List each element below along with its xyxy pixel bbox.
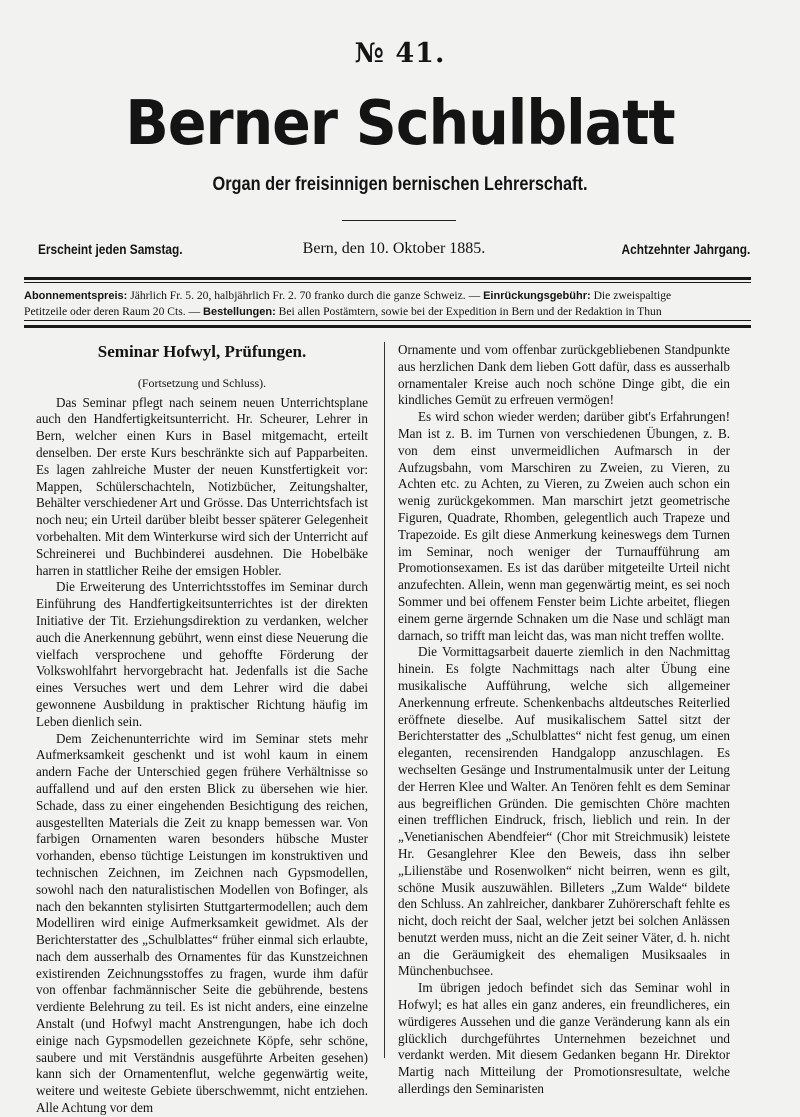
article-title: Seminar Hofwyl, Prüfungen. bbox=[97, 342, 307, 361]
article-paragraph: Die Erweiterung des Unterrichtsstoffes im Seminar durch Einführung des Handfertigkeitsunterrichtes ist der direkten Initiative der Tit. Erziehungsdirektion zu verdanken, welcher auch die Anerkennung gebührt, wenn einst diese Neuerung die vielfach versprochene und gehoffte Förderung der Volkswohlfahrt hervorgebracht hat. Jedenfalls ist die Sache eines Versuches wert und dem Lehrer wird die dabei gewonnene Ausbildung in praktischer Richtung häufig im Leben dienlich sein. bbox=[36, 579, 368, 729]
issue-number: № 41. bbox=[354, 38, 446, 69]
dateline bbox=[38, 242, 750, 262]
fee-label: Einrückungsgebühr: bbox=[483, 290, 591, 302]
masthead-divider bbox=[342, 220, 456, 221]
continuation-note: (Fortsetzung und Schluss). bbox=[137, 375, 267, 390]
price-text: Jährlich Fr. 5. 20, halbjährlich Fr. 2. 70 franko durch die ganze Schweiz. — bbox=[130, 289, 481, 302]
masthead-title: Berner Schulblatt bbox=[125, 88, 675, 160]
left-column bbox=[36, 342, 368, 1117]
article-paragraph: Dem Zeichenunterrichte wird im Seminar stets mehr Aufmerksamkeit geschenkt und ist wohl kaum in einem andern Fache der Unterschied gegen frühere Verhältnisse so auffallend und auf den ersten Blick zu übersehen wie hier. Schade, dass zu einer eingehenden Besichtigung des reichen, ausgestellten Materials die Zeit zu knapp bemessen war. Von farbigen Ornamenten waren besonders hübsche Muster vorhanden, ebenso tüchtige Leistungen im konstruktiven und technischen Zeichnen, im Zeichnen nach Gypsmodellen, sowohl nach den naturalistischen Modellen von Bofinger, als nach den bekannten stylisirten Stuttgartermodellen; auch dem Modelliren wird einige Aufmerksamkeit gewidmet. Als der Berichterstatter des „Schulblattes“ früher einmal sich erlaubte, nach dem ausserhalb des Ornamentes für das Kunstzeichnen existirenden Zeichnungsstoffes zu fragen, wurde ihm dafür von offenbar fachmännischer Seite die gebührende, bestens verdiente Belehrung zu teil. Es ist nicht anders, eine einzelne Anstalt (und Hofwyl macht Anstrengungen, habe ich doch einige nach Gypsmodellen gezeichnete Köpfe, sehr schöne, saubere und mit Verständnis ausgeführte Arbeiten gesehen) kann sich der Ornamentenflut, welche gegenwärtig weite, weitere und weiteste Gebiete überschwemmt, nicht entziehen. Alle Achtung vor dem bbox=[36, 730, 368, 1116]
article-paragraph: Das Seminar pflegt nach seinem neuen Unterrichtsplane auch den Handfertigkeitsunterricht. Hr. Scheurer, Lehrer in Bern, welcher einen Kurs in Basel mitgemacht, erteilt denselben. Der erste Kurs beschränkte sich auf Papparbeiten. Es lagen zahlreiche Muster der neuen Kunstfertigkeit vor: Mappen, Schülerschachteln, Notizbücher, Zeitungshalter, Behälter verschiedener Art und Grösse. Das Unterrichtsfach ist noch neu; ein Urteil darüber bleibt besser späterer Gelegenheit vorbehalten. Mit dem Winterkurse wird sich der Unterricht auf Schreinerei und Buchbinderei ausdehnen. Die Hobelbäke harren in stattlicher Reihe der emsigen Hobler. bbox=[36, 394, 368, 578]
masthead-subtitle: Organ der freisinnigen bernischen Lehrerschaft. bbox=[212, 174, 588, 195]
volume-note: Achtzehnter Jahrgang. bbox=[621, 242, 750, 257]
petitzeile-text: Petitzeile oder deren Raum 20 Cts. — bbox=[24, 305, 201, 318]
price-label: Abonnementspreis: bbox=[24, 290, 128, 302]
article-paragraph: Im übrigen jedoch befindet sich das Seminar wohl in Hofwyl; es hat alles ein ganz anderes, ein freundlicheres, ein würdigeres Aussehen und die ganze Veränderung kann als ein glücklich durchgeführtes Unternehmen bezeichnet und verdankt werden. Mit diesem Gedanken begann Hr. Direktor Martig nach Mitteilung der Promotionsresultate, welche allerdings den Seminaristen bbox=[398, 980, 730, 1097]
article-paragraph: Es wird schon wieder werden; darüber gibt's Erfahrungen! Man ist z. B. im Turnen von verschiedenen Übungen, z. B. von dem einst unvermeidlichen Aufmarsch in der Aufzugsbahn, vom Marschiren zu Zweien, zu Vieren, zu Achten etc. zu Achten, zu Vieren, zu Zweien auch schon ein wenig zurückgekommen. Man marschirt jetzt geometrische Figuren, Quadrate, Rhomben, gelegentlich auch Trapeze und Trapezoide. Es gilt diese Anmerkung keineswegs dem Turnen im Seminar, noch weniger der Turnaufführung am Promotionsexamen. Es ist das darüber mitgeteilte Urteil nicht anzufechten. Allein, wenn man gegenwärtig meint, es sei noch Sommer und bei offenem Fenster beim Lichte arbeitet, fliegen einem gerne ärgernde Schnaken um die Nase und schlägt man darnach, so trifft man leicht das, was man nicht treffen wollte. bbox=[398, 409, 730, 643]
subscription-line-1 bbox=[24, 288, 752, 304]
orders-label: Bestellungen: bbox=[203, 306, 276, 318]
right-column bbox=[398, 342, 730, 1098]
fee-text: Die zweispaltige bbox=[593, 289, 672, 302]
rule-bottom-thick bbox=[24, 325, 751, 328]
subscription-info bbox=[24, 288, 752, 320]
publication-note: Erscheint jeden Samstag. bbox=[38, 242, 183, 257]
orders-text: Bei allen Postämtern, sowie bei der Expedition in Bern und der Redaktion in Thun bbox=[278, 305, 662, 318]
column-divider bbox=[384, 342, 385, 1058]
subscription-line-2 bbox=[24, 304, 752, 320]
rule-top-thick bbox=[24, 277, 751, 280]
article-paragraph: Die Vormittagsarbeit dauerte ziemlich in den Nachmittag hinein. Es folgte Nachmittags nach alter Übung eine musikalische Aufführung, welche sich allgemeiner Anerkennung erfreute. Schenkenbachs altdeutsches Reiterlied eröffnete dieselbe. Auf musikalischem Sattel sitzt der Berichterstatter des „Schulblattes“ nicht fest genug, um einen eleganten, recensirenden Handgalopp anzuschlagen. Es wechselten Gesänge und Instrumentalmusik unter der Leitung der Herren Klee und Walter. An Tenören fehlt es dem Seminar aus begreiflichen Gründen. Die gemischten Chöre machten einen trefflichen Eindruck, frisch, lieblich und rein. In der „Venetianischen Abendfeier“ (Chor mit Streichmusik) leistete Hr. Gesanglehrer Klee den Beweis, dass ihn selber „Lilienstäbe und Rosenwolken“ nicht beirren, wenn es gilt, schöne Musik auszuwählen. Billeters „Zum Walde“ bildete den Schluss. An zahlreicher, dankbarer Zuhörerschaft fehlte es nicht, doch reicht der Saal, welcher jetzt bei solchen Anlässen benutzt werden muss, nicht an die Zeit seiner Väter, d. h. nicht an die Geräumigkeit des ehemaligen Musiksaales in Münchenbuchsee. bbox=[398, 644, 730, 979]
place-date: Bern, den 10. Oktober 1885. bbox=[302, 240, 486, 257]
rule-top-thin bbox=[24, 282, 751, 283]
article-paragraph: Ornamente und vom offenbar zurückgebliebenen Standpunkte aus herzlichen Dank dem lieben Gott dafür, dass es ausserhalb ornamentaler Kreise auch noch schöne Dinge gibt, die ein kindliches Gemüt zu erfreuen vermögen! bbox=[398, 342, 730, 408]
rule-bottom-thin bbox=[24, 320, 751, 321]
